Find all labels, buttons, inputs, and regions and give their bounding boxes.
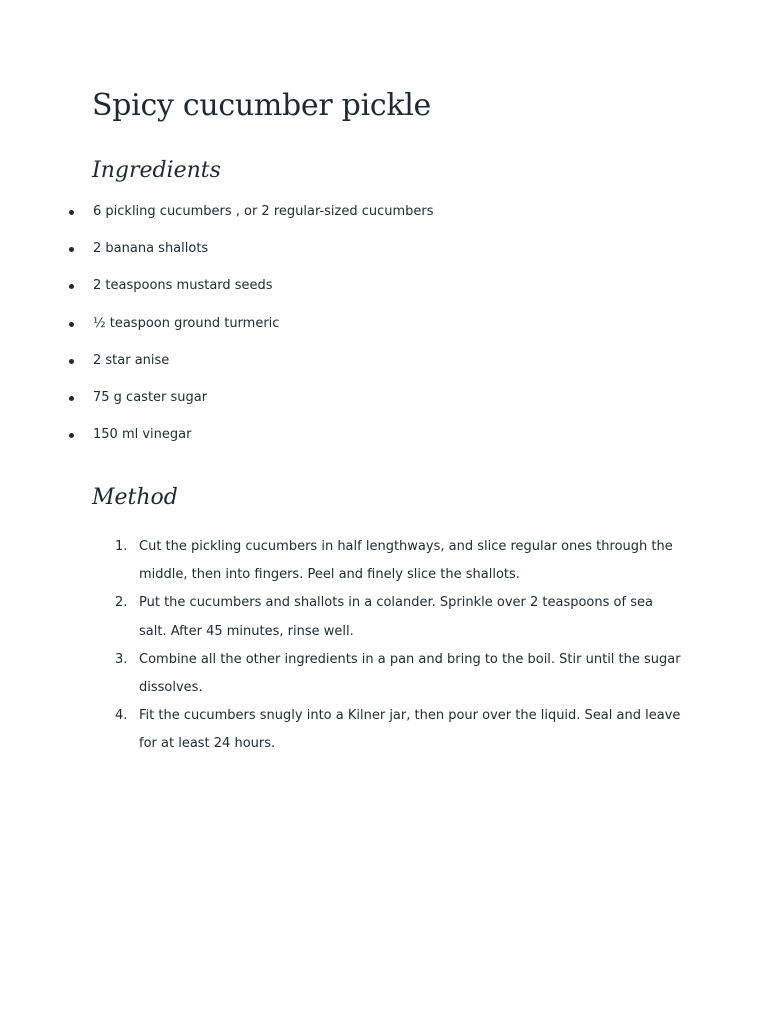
list-item (0, 311, 768, 348)
ingredient-text: 150 ml vinegar (93, 427, 192, 443)
step-text: Fit the cucumbers snugly into a Kilner jar, then pour over the liquid. Seal and leave for at least 24 hours. (139, 708, 681, 752)
ingredient-text: 2 teaspoons mustard seeds (93, 278, 273, 294)
ingredients-heading: Ingredients (92, 158, 221, 183)
ingredients-list (0, 199, 768, 459)
step-text: Put the cucumbers and shallots in a colander. Sprinkle over 2 teaspoons of sea salt. After 45 minutes, rinse well. (139, 595, 653, 639)
ingredient-text: 2 star anise (93, 352, 170, 368)
list-item (0, 385, 768, 422)
list-item (0, 422, 768, 459)
ingredient-text: 6 pickling cucumbers , or 2 regular-sized cucumbers (93, 204, 434, 219)
list-item (0, 348, 768, 385)
method-step (0, 589, 768, 645)
method-heading: Method (92, 485, 178, 510)
bullet-icon (69, 322, 74, 327)
bullet-icon (69, 284, 74, 289)
method-step (0, 702, 768, 758)
list-item (0, 236, 768, 273)
bullet-icon (69, 210, 74, 215)
step-number: 2. (115, 595, 128, 611)
method-list (0, 533, 768, 759)
ingredient-text: ½ teaspoon ground turmeric (93, 315, 280, 331)
step-text: Cut the pickling cucumbers in half lengthways, and slice regular ones through the middle, then into fingers. Peel and finely slice the shallots. (139, 539, 673, 583)
bullet-icon (69, 433, 74, 438)
ingredient-text: 2 banana shallots (93, 241, 209, 257)
step-number: 3. (115, 651, 128, 667)
list-item (0, 199, 768, 236)
method-step (0, 646, 768, 702)
step-number: 4. (115, 708, 128, 724)
step-number: 1. (115, 539, 128, 554)
step-text: Combine all the other ingredients in a pan and bring to the boil. Stir until the sugar dissolves. (139, 651, 681, 695)
bullet-icon (69, 247, 74, 252)
list-item (0, 273, 768, 310)
bullet-icon (69, 396, 74, 401)
bullet-icon (69, 359, 74, 364)
method-step (0, 533, 768, 589)
page-title: Spicy cucumber pickle (92, 88, 431, 123)
ingredient-text: 75 g caster sugar (93, 389, 208, 405)
